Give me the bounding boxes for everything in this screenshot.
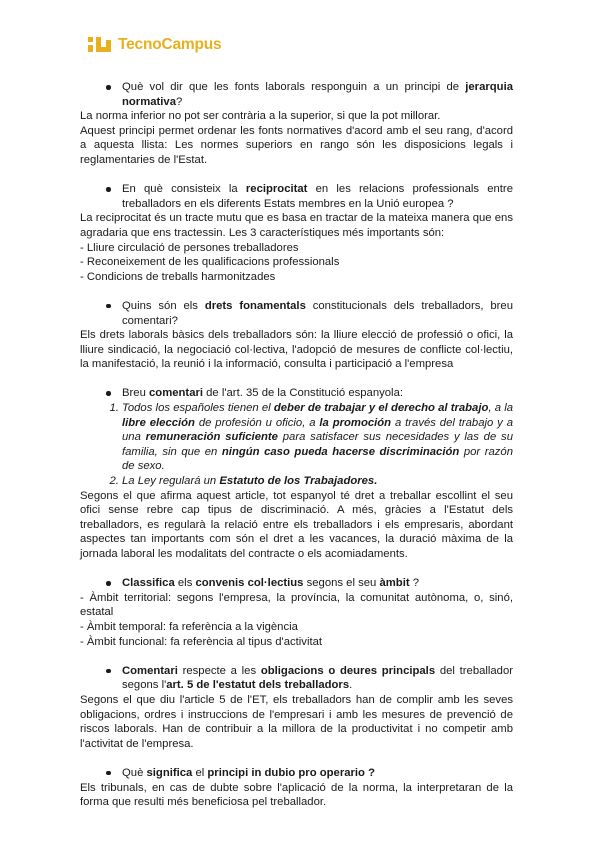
qa-section bbox=[80, 80, 513, 168]
text-segment: - Àmbit temporal: fa referència a la vigència bbox=[80, 620, 298, 633]
text-segment: a través del trabajo y a una bbox=[122, 416, 513, 444]
text-segment: En què consisteix la bbox=[122, 183, 246, 196]
qa-section bbox=[80, 649, 513, 751]
text-segment: - Reconeixement de les qualificacions professionals bbox=[80, 256, 340, 269]
text-segment: principi in dubio pro operario ? bbox=[207, 766, 375, 779]
text-segment: para satisfacer sus necesidades y las de su familia, sin que en bbox=[122, 431, 513, 458]
text-segment: els bbox=[174, 577, 196, 590]
qa-section bbox=[80, 372, 513, 562]
question-bullet bbox=[80, 766, 513, 781]
text-segment: art. 5 de l'estatut dels treballadors bbox=[166, 679, 350, 692]
text-segment: en les relacions professionals entre treballadors en els diferents Estats membres en la Unió europea ? bbox=[122, 183, 513, 210]
text-segment: ? bbox=[409, 577, 420, 590]
question-bullet bbox=[80, 576, 513, 591]
text-segment: La norma inferior no pot ser contrària a la superior, si que la pot millorar. bbox=[80, 110, 441, 123]
text-segment: - Àmbit territorial: segons l'empresa, la província, la comunitat autònoma, o, sinó, estatal bbox=[80, 591, 513, 619]
text-segment: Els drets laborals bàsics dels treballadors són: la lliure elecció de professió o ofici, la lliure sindicació, la negociació col·lectiva, l'adopció de mesures de conflicte col·lectiu, la manifestació, la reunió i la informació, consulta i participació a l'empresa bbox=[80, 329, 513, 371]
answer-paragraph bbox=[80, 489, 513, 562]
logo-text: TecnoCampus bbox=[118, 36, 222, 53]
text-segment: significa bbox=[146, 766, 193, 779]
answer-paragraph bbox=[80, 635, 513, 650]
text-segment: Classifica bbox=[122, 577, 175, 590]
text-segment: , a la bbox=[488, 402, 513, 415]
question-bullet bbox=[80, 182, 513, 211]
text-segment: Segons el que afirma aquest article, tot espanyol té dret a treballar escollint el seu ofici sense rebre cap tipus de discriminació. A més, gràcies a l'Estatut dels treballadors, es regularà la relació entre els treballadors i els empresaris, abordant aspectes tan importants com són el dret a les vacances, la duració màxima de la jornada laboral les modalitats del contracte o els acomiadaments. bbox=[80, 489, 513, 560]
text-segment: . bbox=[349, 679, 353, 692]
text-segment: - Condicions de treballs harmonitzades bbox=[80, 270, 276, 283]
text-segment: àmbit bbox=[379, 577, 410, 590]
text-segment: Què bbox=[122, 766, 147, 779]
question-bullet bbox=[80, 386, 513, 401]
text-segment: jerarquia normativa bbox=[122, 81, 513, 108]
text-segment: la promoción bbox=[319, 416, 392, 429]
text-segment: reciprocitat bbox=[245, 183, 308, 196]
text-segment: - Lliure circulació de persones treballadores bbox=[80, 241, 299, 254]
text-segment: libre elección bbox=[122, 416, 195, 429]
qa-section bbox=[80, 562, 513, 650]
answer-paragraph bbox=[80, 109, 513, 124]
text-segment: La reciprocitat és un tracte mutu que es basa en tractar de la mateixa manera que ens agradaria que ens tractessin. Les 3 característiques més importants són: bbox=[80, 212, 513, 239]
text-segment: Segons el que diu l'article 5 de l'ET, els treballadors han de complir amb les seves obligacions, ordres i instruccions de l'empresari i amb les mesures de prevenció de riscos laborals. Han de contribuir a la millora de la productivitat i no competir amb l'activitat de l'empresa. bbox=[80, 693, 513, 750]
qa-section bbox=[80, 168, 513, 285]
text-segment: por razón de sexo. bbox=[122, 445, 513, 473]
numbered-list bbox=[80, 401, 513, 489]
text-segment: Comentari bbox=[122, 664, 178, 677]
text-segment: deber de trabajar y el derecho al trabajo bbox=[273, 402, 489, 415]
text-segment: obligacions o deures principals bbox=[260, 664, 436, 677]
text-segment: de profesión u oficio, a bbox=[194, 416, 320, 429]
text-segment: comentari bbox=[149, 387, 204, 400]
answer-paragraph bbox=[80, 270, 513, 285]
text-segment: - Àmbit funcional: fa referència al tipus d'activitat bbox=[80, 635, 323, 648]
answer-paragraph bbox=[80, 211, 513, 240]
answer-paragraph bbox=[80, 241, 513, 256]
list-item bbox=[122, 474, 513, 489]
text-segment: Estatuto de los Trabajadores. bbox=[219, 475, 378, 488]
logo-mark-icon bbox=[88, 37, 112, 53]
question-bullet bbox=[80, 80, 513, 109]
text-segment: del treballador segons l' bbox=[122, 664, 514, 692]
text-segment: Quins són els bbox=[122, 299, 205, 312]
list-item bbox=[122, 401, 513, 474]
text-segment: convenis col·lectius bbox=[195, 577, 304, 590]
text-segment: La Ley regulará un bbox=[122, 475, 220, 488]
text-segment: Todos los españoles tienen el bbox=[122, 402, 274, 415]
text-segment: Breu bbox=[122, 387, 150, 400]
text-segment: el bbox=[192, 766, 208, 779]
text-segment: drets fonamentals bbox=[204, 299, 306, 312]
qa-section bbox=[80, 284, 513, 372]
qa-section bbox=[80, 751, 513, 809]
question-bullet bbox=[80, 664, 513, 693]
text-segment: Els tribunals, en cas de dubte sobre l'aplicació de la norma, la interpretaran de la forma que resulti més beneficiosa pel treballador. bbox=[80, 781, 513, 809]
answer-paragraph bbox=[80, 693, 513, 751]
answer-paragraph bbox=[80, 591, 513, 620]
tecnocampus-logo bbox=[88, 36, 221, 54]
text-segment: ? bbox=[176, 95, 183, 108]
text-segment: Què vol dir que les fonts laborals responguin a un principi de bbox=[122, 81, 466, 93]
answer-paragraph bbox=[80, 124, 513, 168]
text-segment: remuneración suficiente bbox=[145, 431, 278, 444]
answer-paragraph bbox=[80, 620, 513, 635]
answer-paragraph bbox=[80, 255, 513, 270]
text-segment: ningún caso pueda hacerse discriminación bbox=[221, 445, 460, 458]
text-segment: de l'art. 35 de la Constitució espanyola: bbox=[203, 387, 403, 400]
text-segment: respecte a les bbox=[177, 664, 261, 677]
answer-paragraph bbox=[80, 781, 513, 810]
text-segment: segons el seu bbox=[303, 577, 380, 590]
document-body bbox=[80, 80, 513, 810]
text-segment: constitucionals dels treballadors, breu comentari? bbox=[122, 299, 513, 327]
text-segment: Aquest principi permet ordenar les fonts normatives d'acord amb el seu rang, d'acord a aquesta llista: Les normes superiors en rango són les disposicions legals i reglamentaries de l'Estat. bbox=[80, 124, 513, 166]
question-bullet bbox=[80, 299, 513, 328]
answer-paragraph bbox=[80, 328, 513, 372]
